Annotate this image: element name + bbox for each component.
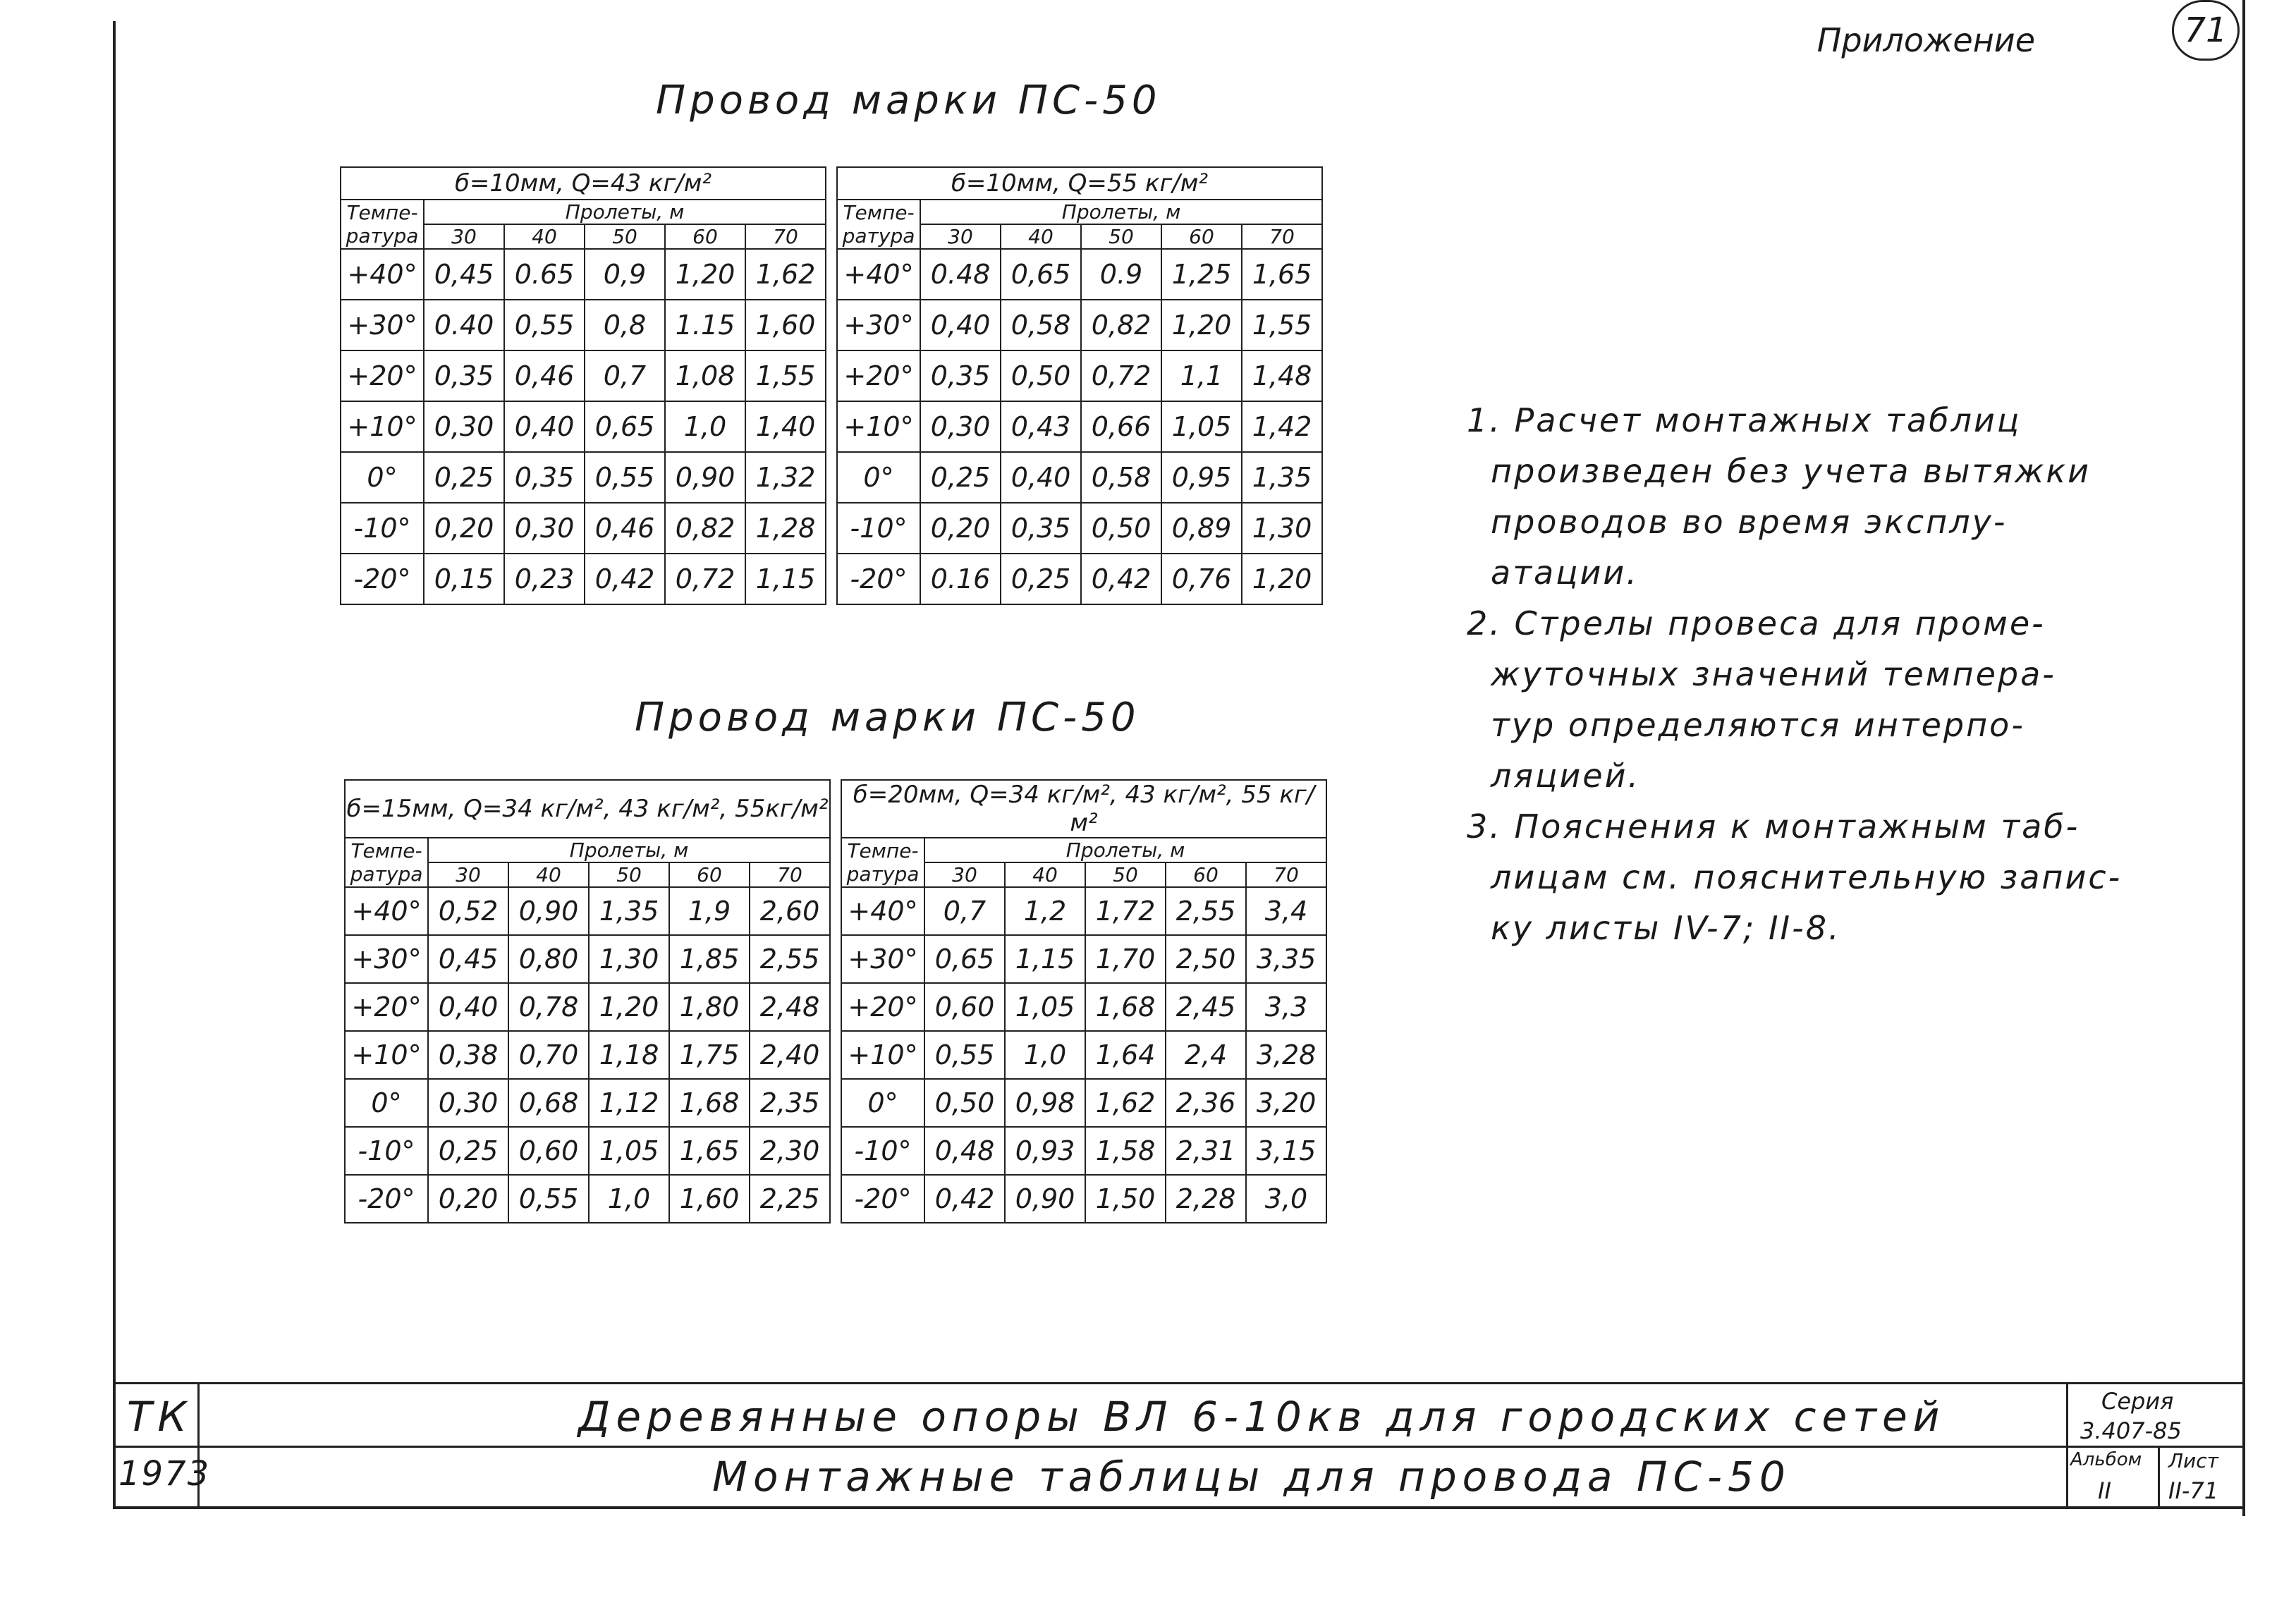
table1-left-value-cell: 0,46 [585,503,665,554]
table1-right-temp-header: Темпе-ратура [837,200,920,249]
table1-left-value-cell: 0.40 [424,300,504,350]
table1-left-value-cell: 1,0 [665,401,745,452]
table2-left-value-cell: 0,45 [428,935,508,983]
table1-right-value-cell: 0,65 [1001,249,1081,300]
table2-right-value-cell: 0,60 [924,983,1005,1031]
table1-gap [826,167,837,604]
page-number: 71 [2172,0,2240,61]
table2-left-temp-cell: +40° [345,887,428,935]
table2-left-value-cell: 2,35 [750,1079,830,1127]
table1-right-value-cell: 0,76 [1161,554,1242,604]
note-line: атации. [1491,554,1639,592]
table1-left-value-cell: 0,72 [665,554,745,604]
table1-right-value-cell: 0.9 [1081,249,1161,300]
table1-right-value-cell: 0,35 [1001,503,1081,554]
title-block-series-line [2066,1446,2242,1448]
table1-left-value-cell: 0,23 [504,554,585,604]
table2-right-value-cell: 3,3 [1246,983,1326,1031]
table2-right-value-cell: 1,64 [1085,1031,1166,1079]
table1-right-value-cell: 1,20 [1161,300,1242,350]
table1-right-value-cell: 0,82 [1081,300,1161,350]
series-value: 3.407-85 [2080,1417,2182,1444]
table2-left-value-cell: 2,48 [750,983,830,1031]
table1-right-temp-cell: +30° [837,300,920,350]
table1-left-value-cell: 0,7 [585,350,665,401]
table2-left-temp-cell: -20° [345,1175,428,1223]
table2-left-value-cell: 0,20 [428,1175,508,1223]
table1-left-value-cell: 0,15 [424,554,504,604]
table2-left-value-cell: 0,55 [508,1175,589,1223]
table2-right-temp-cell: 0° [841,1079,924,1127]
frame-left-border [113,21,116,1509]
table2-right-spans-header: Пролеты, м [924,838,1326,862]
series-label: Серия [2101,1388,2174,1415]
table1-left-value-cell: 1,20 [665,249,745,300]
table1-left-span: 60 [665,224,745,249]
sheet-value: II-71 [2168,1477,2219,1504]
table2-right-value-cell: 0,42 [924,1175,1005,1223]
table1-right-value-cell: 0,89 [1161,503,1242,554]
table2-left-value-cell: 0,52 [428,887,508,935]
table2-left-temp-cell: +30° [345,935,428,983]
table2-grid [344,779,1327,1223]
table2-right-span: 70 [1246,862,1326,887]
table2-left-value-cell: 2,55 [750,935,830,983]
table1-left-value-cell: 1,08 [665,350,745,401]
table1-right-spans-header: Пролеты, м [920,200,1322,224]
table1-right-condition: б=10мм, Q=55 кг/м² [837,167,1322,200]
table2-right-value-cell: 1,2 [1005,887,1085,935]
table2-left-value-cell: 2,40 [750,1031,830,1079]
table1-left-value-cell: 0,25 [424,452,504,503]
table2-left-value-cell: 0,38 [428,1031,508,1079]
table1-right-span: 50 [1081,224,1161,249]
table1-right-value-cell: 0,35 [920,350,1001,401]
table1-right-value-cell: 1,25 [1161,249,1242,300]
table1-grid [340,166,1323,605]
notes [1467,395,2200,953]
table2-right-value-cell: 1,50 [1085,1175,1166,1223]
table1-left-value-cell: 0,42 [585,554,665,604]
table1-right-value-cell: 0.16 [920,554,1001,604]
sheet-label: Лист [2168,1449,2218,1472]
table2-right-value-cell: 2,50 [1166,935,1246,983]
note-line: жуточных значений темпера- [1491,655,2056,693]
table2-left-value-cell: 0,25 [428,1127,508,1175]
table1-right-temp-cell: -20° [837,554,920,604]
title-block-mid-line [113,1446,2242,1448]
table2-right-value-cell: 3,4 [1246,887,1326,935]
table2-left-value-cell: 1,60 [669,1175,750,1223]
note-line: проводов во время эксплу- [1491,503,2008,541]
table2-right-value-cell: 2,55 [1166,887,1246,935]
table2-left-value-cell: 0,30 [428,1079,508,1127]
table2-left-value-cell: 0,40 [428,983,508,1031]
table2-right-value-cell: 3,15 [1246,1127,1326,1175]
table1-right-value-cell: 1,05 [1161,401,1242,452]
table2-right-value-cell: 1,68 [1085,983,1166,1031]
table2-right-value-cell: 3,35 [1246,935,1326,983]
table2-left-value-cell: 1,20 [589,983,669,1031]
table1-right-temp-cell: +40° [837,249,920,300]
table2-right-value-cell: 1,62 [1085,1079,1166,1127]
table2-left-value-cell: 1,05 [589,1127,669,1175]
table1-left-spans-header: Пролеты, м [424,200,826,224]
table2-right-temp-cell: +20° [841,983,924,1031]
table2-left-span: 70 [750,862,830,887]
table1-left-value-cell: 0,90 [665,452,745,503]
table2-left-value-cell: 2,25 [750,1175,830,1223]
table2-left-temp-cell: -10° [345,1127,428,1175]
table1-left-value-cell: 0,46 [504,350,585,401]
table2-left-value-cell: 1,80 [669,983,750,1031]
table1-left-value-cell: 1.15 [665,300,745,350]
table1-left-value-cell: 1,60 [745,300,826,350]
table2-right-value-cell: 0,90 [1005,1175,1085,1223]
table2-left-value-cell: 1,18 [589,1031,669,1079]
title-block-album-divider [2158,1446,2160,1509]
table2-right-temp-cell: -10° [841,1127,924,1175]
table1-left-condition: б=10мм, Q=43 кг/м² [341,167,826,200]
table2-left-temp-cell: +10° [345,1031,428,1079]
table1-right-value-cell: 1,1 [1161,350,1242,401]
table2-right-value-cell: 3,28 [1246,1031,1326,1079]
drawing-title-line1: Деревянные опоры ВЛ 6-10кв для городских сетей [578,1393,1946,1441]
table2-left-value-cell: 2,30 [750,1127,830,1175]
table2-right-value-cell: 1,58 [1085,1127,1166,1175]
drawing-title-line2: Монтажные таблицы для провода ПС-50 [712,1453,1791,1501]
table1-right-value-cell: 1,48 [1242,350,1322,401]
album-label: Альбом [2070,1449,2142,1470]
table2-right-span: 50 [1085,862,1166,887]
table2-left-span: 60 [669,862,750,887]
table2-left-value-cell: 1,35 [589,887,669,935]
table2-left-value-cell: 1,30 [589,935,669,983]
table2-right-value-cell: 2,4 [1166,1031,1246,1079]
title-block-top-line [113,1382,2242,1384]
note-line: ляцией. [1491,757,1641,795]
table2-left-value-cell: 1,75 [669,1031,750,1079]
table2-right-span: 30 [924,862,1005,887]
table1-left-temp-cell: +40° [341,249,424,300]
table1-left-temp-cell: +20° [341,350,424,401]
table1-left-temp-cell: -20° [341,554,424,604]
table1-left-value-cell: 1,40 [745,401,826,452]
table2-right-value-cell: 0,55 [924,1031,1005,1079]
table2-right-value-cell: 0,50 [924,1079,1005,1127]
table1-left-value-cell: 0,45 [424,249,504,300]
album-value: II [2098,1477,2111,1504]
table2-left-value-cell: 0,68 [508,1079,589,1127]
table1-right-temp-cell: -10° [837,503,920,554]
org-code: ТК [127,1393,193,1441]
table1-left-span: 40 [504,224,585,249]
table1-right-value-cell: 1,65 [1242,249,1322,300]
table2-right-temp-cell: +30° [841,935,924,983]
table2-left-span: 30 [428,862,508,887]
table1-left-temp-cell: +30° [341,300,424,350]
table1-left-value-cell: 0,55 [585,452,665,503]
table2-right-value-cell: 0,93 [1005,1127,1085,1175]
table1-left-temp-cell: -10° [341,503,424,554]
table1-left-value-cell: 0,82 [665,503,745,554]
table2-right-value-cell: 0,48 [924,1127,1005,1175]
table2-right-value-cell: 1,15 [1005,935,1085,983]
table1-right-value-cell: 0,58 [1081,452,1161,503]
table1-right-value-cell: 0.48 [920,249,1001,300]
table2-left-value-cell: 0,78 [508,983,589,1031]
note-line: ку листы IV-7; II-8. [1491,909,1841,947]
table2-right-value-cell: 3,20 [1246,1079,1326,1127]
table1-left-value-cell: 1,62 [745,249,826,300]
table2-right-condition: б=20мм, Q=34 кг/м², 43 кг/м², 55 кг/м² [841,780,1326,838]
table1-right-temp-cell: 0° [837,452,920,503]
table1-right-span: 70 [1242,224,1322,249]
table1-left-span: 50 [585,224,665,249]
table1-right-span: 30 [920,224,1001,249]
table1-right-value-cell: 0,58 [1001,300,1081,350]
table2-left-span: 40 [508,862,589,887]
table1-right-value-cell: 0,40 [1001,452,1081,503]
table2-right-value-cell: 2,31 [1166,1127,1246,1175]
table1-left-value-cell: 0,8 [585,300,665,350]
table1-left-value-cell: 0.65 [504,249,585,300]
table1-right-value-cell: 0,25 [920,452,1001,503]
table1-left-span: 30 [424,224,504,249]
table2-right-value-cell: 1,05 [1005,983,1085,1031]
table2-left-condition: б=15мм, Q=34 кг/м², 43 кг/м², 55кг/м² [345,780,830,838]
table2-right-temp-header: Темпе-ратура [841,838,924,887]
table1-left-value-cell: 0,35 [424,350,504,401]
table2-right-value-cell: 0,98 [1005,1079,1085,1127]
table2-right-temp-cell: +40° [841,887,924,935]
table1-right-temp-cell: +20° [837,350,920,401]
table1-right-value-cell: 0,95 [1161,452,1242,503]
table2-right-value-cell: 1,0 [1005,1031,1085,1079]
table1-right-value-cell: 1,55 [1242,300,1322,350]
table1-right-value-cell: 0,50 [1001,350,1081,401]
table2-right-value-cell: 1,72 [1085,887,1166,935]
table1-left-value-cell: 1,15 [745,554,826,604]
table1-title: Провод марки ПС-50 [656,78,1161,123]
table1-right-span: 60 [1161,224,1242,249]
table1-left-span: 70 [745,224,826,249]
frame-bottom-border [113,1506,2244,1509]
table1-right-value-cell: 0,43 [1001,401,1081,452]
table2-title: Провод марки ПС-50 [635,695,1140,740]
table2-right-span: 40 [1005,862,1085,887]
table1-right-value-cell: 0,20 [920,503,1001,554]
table2-gap [830,780,841,1223]
note-line: тур определяются интерпо- [1491,706,2025,744]
frame-right-border [2242,0,2245,1516]
table1-right-value-cell: 0,42 [1081,554,1161,604]
table2-left-value-cell: 0,80 [508,935,589,983]
table2-left-span: 50 [589,862,669,887]
table1-left-value-cell: 0,40 [504,401,585,452]
table2-left-value-cell: 1,85 [669,935,750,983]
table2-left-value-cell: 1,9 [669,887,750,935]
table2-left-value-cell: 1,0 [589,1175,669,1223]
table1-left-temp-cell: +10° [341,401,424,452]
table1-left-value-cell: 1,28 [745,503,826,554]
note-line: 3. Пояснения к монтажным таб- [1467,807,2080,846]
table1-right-value-cell: 0,25 [1001,554,1081,604]
table2-left-value-cell: 1,68 [669,1079,750,1127]
note-line: лицам см. пояснительную запис- [1491,858,2123,896]
table2-right-span: 60 [1166,862,1246,887]
table1-left-value-cell: 0,20 [424,503,504,554]
table1-left-temp-header: Темпе-ратура [341,200,424,249]
table1-right-span: 40 [1001,224,1081,249]
table1-right-value-cell: 1,20 [1242,554,1322,604]
note-line: 1. Расчет монтажных таблиц [1467,401,2022,439]
table1-left-value-cell: 1,32 [745,452,826,503]
table1-right-value-cell: 1,30 [1242,503,1322,554]
table2-right-temp-cell: +10° [841,1031,924,1079]
table2-right-value-cell: 2,45 [1166,983,1246,1031]
table2-right-value-cell: 1,70 [1085,935,1166,983]
table2-left-spans-header: Пролеты, м [428,838,830,862]
table2-left-temp-cell: +20° [345,983,428,1031]
year: 1973 [118,1454,211,1494]
table1-right-value-cell: 0,30 [920,401,1001,452]
appendix-label: Приложение [1816,21,2035,59]
table2 [344,779,1327,1223]
table2-right-value-cell: 3,0 [1246,1175,1326,1223]
table2-left-value-cell: 0,70 [508,1031,589,1079]
table2-left-temp-header: Темпе-ратура [345,838,428,887]
table2-left-value-cell: 2,60 [750,887,830,935]
table1-left-temp-cell: 0° [341,452,424,503]
table1-right-temp-cell: +10° [837,401,920,452]
table1-right-value-cell: 0,72 [1081,350,1161,401]
table1-left-value-cell: 1,55 [745,350,826,401]
table1 [340,166,1323,605]
table1-right-value-cell: 1,42 [1242,401,1322,452]
table2-right-value-cell: 2,28 [1166,1175,1246,1223]
table1-left-value-cell: 0,30 [504,503,585,554]
table2-left-value-cell: 0,60 [508,1127,589,1175]
table1-left-value-cell: 0,9 [585,249,665,300]
table1-left-value-cell: 0,30 [424,401,504,452]
table1-right-value-cell: 0,40 [920,300,1001,350]
table2-left-value-cell: 0,90 [508,887,589,935]
table2-right-temp-cell: -20° [841,1175,924,1223]
table1-left-value-cell: 0,55 [504,300,585,350]
table1-right-value-cell: 1,35 [1242,452,1322,503]
note-line: 2. Стрелы провеса для проме- [1467,604,2046,642]
table2-right-value-cell: 0,7 [924,887,1005,935]
table2-left-value-cell: 1,12 [589,1079,669,1127]
table1-left-value-cell: 0,35 [504,452,585,503]
table2-left-temp-cell: 0° [345,1079,428,1127]
table2-right-value-cell: 0,65 [924,935,1005,983]
table2-left-value-cell: 1,65 [669,1127,750,1175]
table1-right-value-cell: 0,66 [1081,401,1161,452]
table1-left-value-cell: 0,65 [585,401,665,452]
table1-right-value-cell: 0,50 [1081,503,1161,554]
note-line: произведен без учета вытяжки [1491,452,2092,490]
table2-right-value-cell: 2,36 [1166,1079,1246,1127]
